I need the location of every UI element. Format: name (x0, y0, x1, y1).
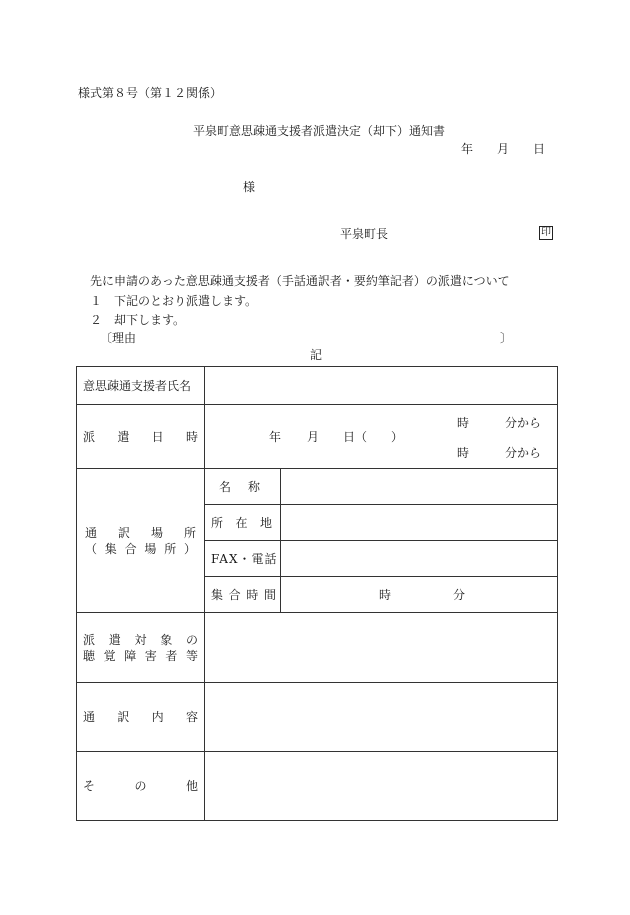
meet-hour: 時 (379, 588, 392, 602)
content-field[interactable] (205, 683, 558, 752)
row-target-persons (77, 613, 558, 683)
row-place-name (77, 469, 558, 505)
issuer: 平泉町長 (340, 227, 389, 241)
time2-hour: 時 (457, 446, 470, 460)
other-label: そ の 他 (77, 752, 205, 821)
intro-text: 先に申請のあった意思疎通支援者（手話通訳者・要約筆記者）の派遣について (90, 274, 510, 288)
date-month: 月 (497, 142, 510, 156)
interpretation-place-label: 通 訳 場 所 （ 集 合 場 所 ） (77, 469, 205, 613)
target-persons-field[interactable] (205, 613, 558, 683)
supporter-name-label: 意思疎通支援者氏名 (77, 367, 205, 405)
document-title: 平泉町意思疎通支援者派遣決定（却下）通知書 (193, 124, 446, 138)
dispatch-datetime-field[interactable] (205, 405, 558, 469)
date-year: 年 (461, 142, 474, 156)
other-field[interactable] (205, 752, 558, 821)
reason-close: 〕 (500, 331, 513, 345)
place-name-field[interactable] (281, 469, 558, 505)
supporter-name-field[interactable] (205, 367, 558, 405)
row-content (77, 683, 558, 752)
date-day: 日 (533, 142, 546, 156)
target-persons-label: 派 遣 対 象 の 聴 覚 障 害 者 等 (77, 613, 205, 683)
row-supporter-name (77, 367, 558, 405)
meeting-time-label: 集 合 時 間 (205, 577, 281, 613)
dt-year: 年 (269, 430, 282, 444)
row-other (77, 752, 558, 821)
content-label: 通 訳 内 容 (77, 683, 205, 752)
ki-heading: 記 (310, 348, 323, 362)
place-address-field[interactable] (281, 505, 558, 541)
meet-min: 分 (453, 588, 466, 602)
fax-phone-field[interactable] (281, 541, 558, 577)
dispatch-table (76, 366, 558, 821)
form-number: 様式第８号（第１２関係） (78, 86, 223, 100)
option-dispatch: １ 下記のとおり派遣します。 (90, 294, 258, 308)
fax-phone-label: FAX・電話 (205, 541, 281, 577)
reason-open: 〔理由 (100, 331, 137, 345)
time1-hour: 時 (457, 416, 470, 430)
place-address-label: 所 在 地 (205, 505, 281, 541)
meeting-time-field[interactable] (281, 577, 558, 613)
addressee-suffix: 様 (243, 180, 256, 194)
dt-month: 月 (307, 430, 320, 444)
time1-min: 分から (505, 416, 542, 430)
option-reject: ２ 却下します。 (90, 313, 186, 327)
time2-min: 分から (505, 446, 542, 460)
dispatch-datetime-label: 派 遣 日 時 (77, 405, 205, 469)
place-name-label: 名 称 (205, 469, 281, 505)
row-dispatch-datetime (77, 405, 558, 469)
seal-mark: 印 (541, 227, 551, 238)
dt-day: 日（ ） (343, 430, 404, 444)
